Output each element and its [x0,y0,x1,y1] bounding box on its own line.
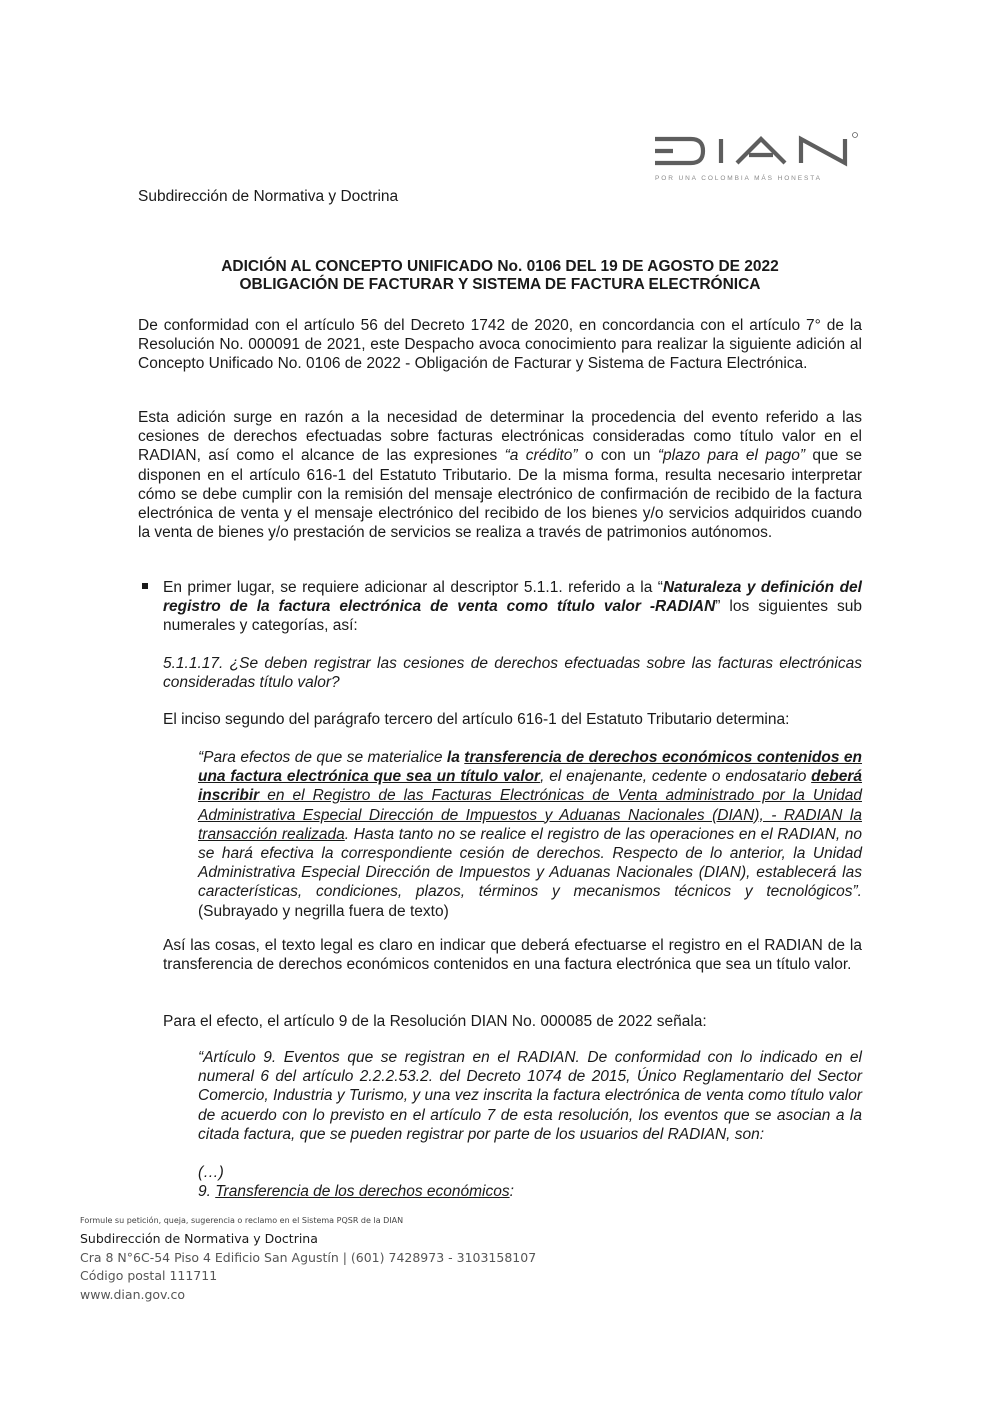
item9-number: 9. [198,1183,216,1200]
logo-tagline: POR UNA COLOMBIA MÁS HONESTA [655,175,822,182]
quote1-text-3: . Hasta tanto no se realice el registro de las operaciones en el RADIAN, no se hará efectiva la correspondiente cesión de derechos. Respecto de lo anterior, la Unidad Administrativa Especial Dirección de Impuestos y Aduanas Nacionales (DIAN), establecerá las características, condiciones, plazos, términos y mecanismos técnicos y tecnológicos”. [198,825,862,901]
quote1-text-1: “Para efectos de que se materialice [198,749,447,766]
purpose-italic-credito: “a crédito” [504,447,578,465]
title-line-2: OBLIGACIÓN DE FACTURAR Y SISTEMA DE FACTURA ELECTRÓNICA [239,276,761,293]
quote-article-616-1 [198,748,862,921]
quote1-note: (Subrayado y negrilla fuera de texto) [198,902,449,920]
efecto-paragraph: Para el efecto, el artículo 9 de la Resolución DIAN No. 000085 de 2022 señala: [163,1013,707,1030]
purpose-text-3: que se disponen en el artículo 616-1 del Estatuto Tributario. De la misma forma, resulta necesario interpretar cómo se debe cumplir con la remisión del mensaje electrónico de confirmación de recibido de la factura electrónica de venta y el mensaje electrónico del recibido de los bienes y/o servicios adquiridos cuando la venta de bienes y/o prestación de servicios se realiza a través de patrimonios autónomos. [138,447,862,542]
bullet-text-2: ” los siguientes sub numerales y categorías, así: [163,598,862,635]
bullet-bold-italic: Naturaleza y definición del registro de la factura electrónica de venta como título valor -RADIAN [163,579,862,616]
dian-wordmark-icon [651,128,861,174]
quote-item-9 [198,1182,862,1201]
footer-postal: Código postal 111711 [80,1268,218,1283]
bullet-text-1: En primer lugar, se requiere adicionar al descriptor 5.1.1. referido a la “ [163,579,663,596]
title-line-1: ADICIÓN AL CONCEPTO UNIFICADO No. 0106 DEL 19 DE AGOSTO DE 2022 [221,258,779,275]
quote1-bold-underlined: transferencia de derechos económicos contenidos en una factura electrónica que sea un título valor [198,749,863,786]
quote1-bold-inscribir: deberá inscribir [198,768,862,805]
purpose-text-2: o con un [577,447,658,465]
question-heading: 5.1.1.17. ¿Se deben registrar las cesiones de derechos efectuadas sobre las facturas electrónicas consideradas título valor? [163,655,862,692]
inciso-paragraph: El inciso segundo del parágrafo tercero del artículo 616-1 del Estatuto Tributario determina: [163,711,790,728]
item9-text: Transferencia de los derechos económicos [215,1183,510,1200]
quote1-bold-la: la [446,749,465,766]
footer-department: Subdirección de Normativa y Doctrina [80,1231,318,1246]
purpose-paragraph [138,408,862,542]
quote-ellipsis: (…) [198,1164,224,1181]
asi-paragraph: Así las cosas, el texto legal es claro en indicar que deberá efectuarse el registro en el RADIAN de la transferencia de derechos económicos contenidos en una factura electrónica que sea un título valor. [163,937,862,974]
quote1-underlined: en el Registro de las Facturas Electrónicas de Venta administrado por la Unidad Administrativa Especial Dirección de Impuestos y Aduanas Nacionales (DIAN), - RADIAN la transacción realizada [198,787,862,843]
dian-logo [651,128,861,188]
quote-article-9: “Artículo 9. Eventos que se registran en el RADIAN. De conformidad con lo indicado en el numeral 6 del artículo 2.2.2.53.2. del Decreto 1074 de 2015, Único Reglamentario del Sector Comercio, Industria y Turismo, y una vez inscrita la factura electrónica de venta como título valor de acuerdo con lo previsto en el artículo 7 de esta resolución, los eventos que se asocian a la citada factura, que se pueden registrar por parte de los usuarios del RADIAN, son: [198,1049,862,1143]
footer-website: www.dian.gov.co [80,1286,185,1302]
footer-note: Formule su petición, queja, sugerencia o reclamo en el Sistema PQSR de la DIAN [80,1216,404,1225]
item9-colon: : [509,1183,514,1200]
document-title [138,258,862,294]
purpose-italic-plazo: “plazo para el pago” [657,447,805,465]
quote1-text-2: , el enajenante, cedente o endosatario [540,768,812,786]
department-heading: Subdirección de Normativa y Doctrina [138,188,399,205]
bullet-paragraph [163,578,862,636]
purpose-text-1: Esta adición surge en razón a la necesidad de determinar la procedencia del evento referido a las cesiones de derechos efectuadas sobre facturas electrónicas consideradas como título valor en el RADIAN, así como el alcance de las expresiones [138,409,862,465]
page-footer [80,1216,536,1304]
intro-paragraph: De conformidad con el artículo 56 del Decreto 1742 de 2020, en concordancia con el artículo 7° de la Resolución No. 000091 de 2021, este Despacho avoca conocimiento para realizar la siguiente adición al Concepto Unificado No. 0106 de 2022 - Obligación de Facturar y Sistema de Factura Electrónica. [138,317,862,373]
bullet-icon [142,583,148,589]
footer-address: Cra 8 N°6C-54 Piso 4 Edificio San Agustín | (601) 7428973 - 3103158107 [80,1249,537,1265]
